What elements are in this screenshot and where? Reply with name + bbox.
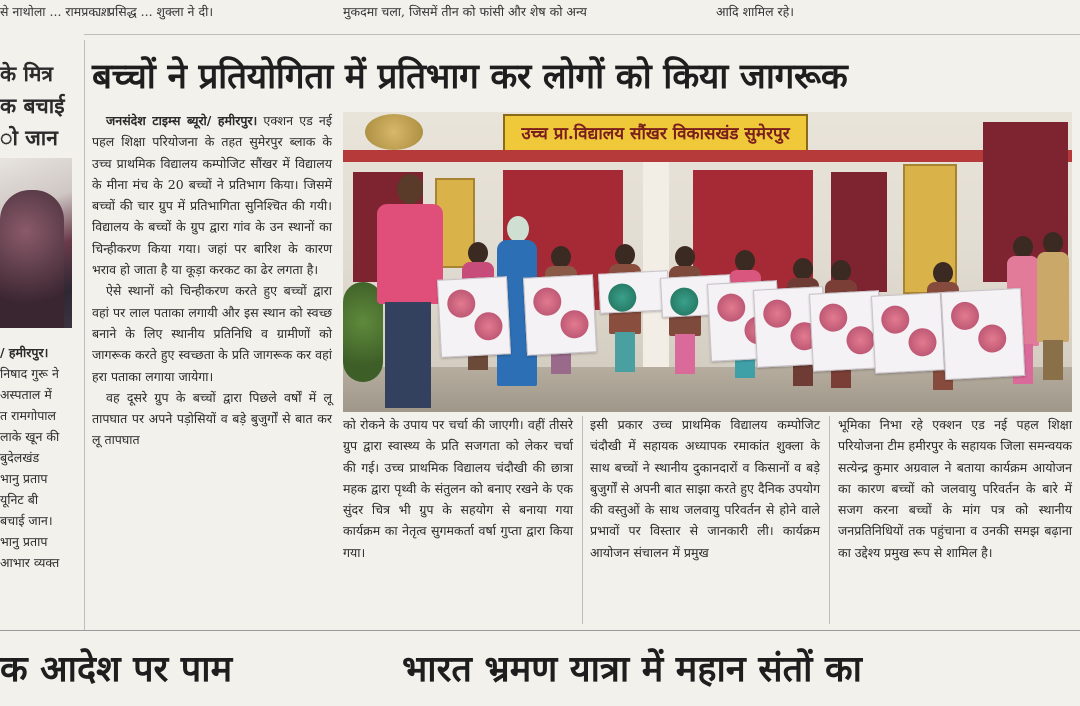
student-poster [523, 274, 597, 356]
school-signboard: उच्च प्रा.विद्यालय सौंखर विकासखंड सुमेरपुर [503, 114, 808, 154]
left-text-line: लाके खून की [0, 429, 60, 444]
next-article-headline-left: क आदेश पर पाम [0, 649, 233, 690]
strip-col2-text: मुकदमा चला, जिसमें तीन को फांसी और शेष को अन्य [343, 4, 587, 19]
column-divider [829, 416, 830, 624]
bottom-divider [0, 630, 1080, 631]
student-poster [871, 292, 945, 374]
left-text-line: त रामगोपाल [0, 408, 57, 423]
article-column-1 [92, 110, 332, 451]
article-column-2: को रोकने के उपाय पर चर्चा की जाएगी। वहीं तीसरे ग्रुप द्वारा स्वास्थ्य के प्रति सजगता को लेकर चर्चा की गई। उच्च प्राथमिक विद्यालय चंदौखी की छात्रा महक द्वारा पृथ्वी के संतुलन को बनाए रखने के एक सुंदर चित्र भी ग्रुप के सहयोग से बनाया गया कार्यक्रम का नेतृत्व सुगमकर्ता वर्षा गुप्ता द्वारा किया गया। [343, 417, 573, 560]
strip-col1-text: ... प्रसिद्ध ... शुक्ला ने दी। [92, 4, 214, 19]
teacher-shirt [377, 204, 443, 304]
student-figure [1033, 232, 1073, 402]
article-photo [343, 112, 1072, 412]
teacher-figure [373, 174, 445, 410]
woman-head [507, 216, 529, 242]
left-adjacent-article [0, 30, 78, 630]
left-heading-line: ो जान [0, 125, 58, 150]
next-article-headline-right: भारत भ्रमण यात्रा में महान संतों का [402, 649, 862, 690]
left-article-text [0, 342, 78, 573]
left-article-photo [0, 158, 72, 328]
student-poster [941, 288, 1025, 380]
left-text-line: आभार व्यक्त [0, 555, 60, 570]
left-text-line: अस्पताल में [0, 387, 52, 402]
column-divider [84, 40, 85, 630]
student-poster [437, 276, 511, 358]
left-heading-line: क बचाई [0, 93, 65, 118]
strip-left-text: से नाथोला ... रामप्रकाश [0, 4, 110, 19]
left-text-line: / हमीरपुर। [0, 345, 49, 360]
wall-band [343, 150, 1072, 162]
student-figure [605, 244, 645, 384]
teacher-pants [385, 302, 431, 408]
left-text-line: भानु प्रताप [0, 534, 48, 549]
teacher-head [397, 174, 423, 204]
strip-col3-text: आदि शामिल रहे। [716, 4, 795, 19]
article-paragraph-3: वह दूसरे ग्रुप के बच्चों द्वारा पिछले वर्षों में लू तापघात पर अपने पड़ोसियों व बड़े बुजुर्गों से बात कर लू तापघात [92, 389, 332, 448]
student-poster [598, 270, 670, 314]
left-text-line: यूनिट बी [0, 492, 39, 507]
top-divider [84, 34, 1080, 35]
previous-article-strip [0, 0, 1080, 32]
school-emblem [365, 114, 423, 150]
article-paragraph-1: एक्शन एड नई पहल शिक्षा परियोजना के तहत सुमेरपुर ब्लाक के उच्च प्राथमिक विद्यालय कम्पोजिट सौंखर में विद्यालय के मीना मंच के 20 बच्चों ने प्रतिभाग किया। जिसमें बच्चों की चार ग्रुप में प्रतिभागिता सुनिश्चित की गयी। विद्यालय के बच्चों के ग्रुप द्वारा गांव के उन स्थानों का चिन्हीकरण किया गया। जहां पर बारिश के कारण भराव हो जाता है या कूड़ा करकट का ढेर लगता है। [92, 113, 332, 278]
article-column-4: भूमिका निभा रहे एक्शन एड नई पहल शिक्षा परियोजना टीम हमीरपुर के सहायक जिला समन्वयक सत्येन्द्र कुमार अग्रवाल ने बताया कार्यक्रम आयोजन का कारण बच्चों को जलवायु परिवर्तन के बारे में सजग करना बच्चों के मांग पत्र को स्थानीय जनप्रतिनिधियों तक पहुंचाना व उनकी समझ बढ़ाना का उद्देश्य प्रमुख रूप से शामिल है। [838, 417, 1072, 560]
left-heading-line: के मित्र [0, 61, 54, 86]
column-divider [582, 416, 583, 624]
article-column-3: इसी प्रकार उच्च प्राथमिक विद्यालय कम्पोजिट चंदौखी में सहायक अध्यापक रमाकांत शुक्ला के साथ बच्चों ने स्थानीय दुकानदारों व किसानों व बड़े बुजुर्गों से अपनी बात साझा करते हुए दैनिक उपयोग की वस्तुओं के साथ जलवायु परिवर्तन से होने वाले प्रभावों पर विस्तार से जानकारी ली। कार्यक्रम आयोजन संचालन में प्रमुख [590, 417, 820, 560]
left-article-heading [0, 58, 78, 154]
left-text-line: भानु प्रताप [0, 471, 48, 486]
left-text-line: बचाई जान। [0, 513, 53, 528]
article-dateline: जनसंदेश टाइम्स ब्यूरो/ हमीरपुर। [106, 113, 258, 128]
article-paragraph-2: ऐसे स्थानों को चिन्हीकरण करते हुए बच्चों द्वारा वहां पर लाल पताका लगायी और इस स्थान को स्वच्छ बनाने के लिए स्थानीय प्रतिनिधि व ग्रामीणों को जागरूक करते हुए स्वच्छता के प्रति जागरूक कर वहां हरा पताका लगाया जायेगा। [92, 283, 332, 384]
left-text-line: बुदेलखंड [0, 450, 40, 465]
person-figure [0, 190, 64, 328]
left-text-line: निषाद गुरू ने [0, 366, 59, 381]
article-headline: बच्चों ने प्रतियोगिता में प्रतिभाग कर लोगों को किया जागरूक [92, 56, 848, 97]
